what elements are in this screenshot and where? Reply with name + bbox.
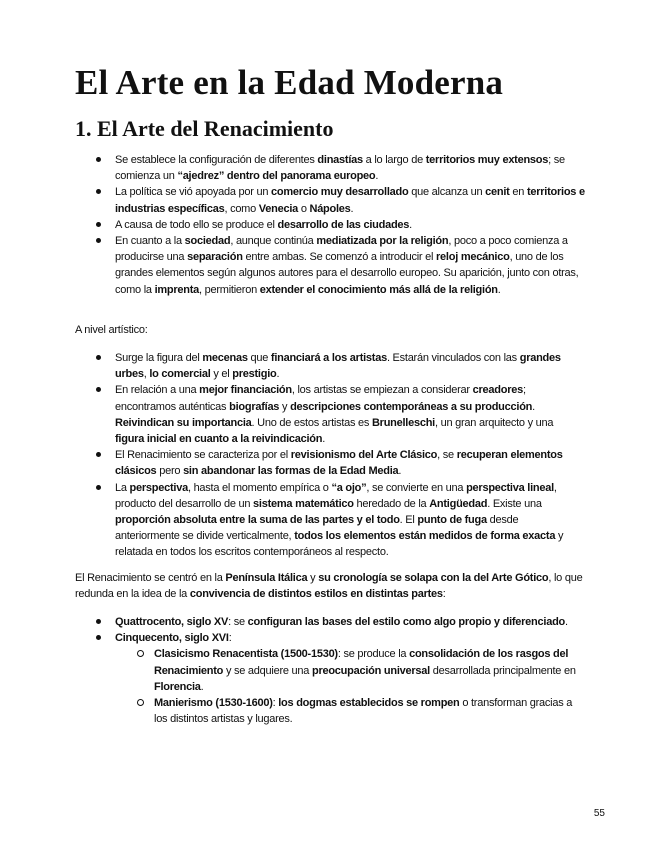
list-item: Quattrocento, siglo XV: se configuran las bases del estilo como algo propio y diferenciado. [115,614,585,630]
sub-list-item: Clasicismo Renacentista (1500-1530): se produce la consolidación de los rasgos del Renacimiento y se adquiere una preocupación universal desarrollada principalmente en Florencia. [154,646,585,695]
list-item: El Renacimiento se caracteriza por el revisionismo del Arte Clásico, se recuperan elementos clásicos pero sin abandonar las formas de la Edad Media. [115,447,585,479]
list-item: La perspectiva, hasta el momento empírica o “a ojo”, se convierte en una perspectiva lineal, producto del desarrollo de un sistema matemático heredado de la Antigüedad. Existe una proporción absoluta entre la suma de las partes y el todo. El punto de fuga desde anteriormente se divide verticalmente, todos los elementos están medidos de forma exacta y relatada en todos los escritos contemporáneos al respecto. [115,480,585,561]
list-item: Surge la figura del mecenas que financiará a los artistas. Estarán vinculados con las grandes urbes, lo comercial y el prestigio. [115,350,585,382]
page-number: 55 [593,808,605,819]
bullet-list-artistic [115,350,585,561]
bullet-list-context [115,152,585,298]
list-item: En cuanto a la sociedad, aunque continúa mediatizada por la religión, poco a poco comienza a producirse una separación entre ambas. Se comenzó a introducir el reloj mecánico, uno de los grandes elementos según algunos autores para el desarrollo europeo. Su aparición, junto con otras, como la imprenta, permitieron extender el conocimiento más allá de la religión. [115,233,585,298]
list-item-text: Cinquecento, siglo XVI: [115,632,232,645]
list-item: Se establece la configuración de diferentes dinastías a lo largo de territorios muy extensos; se comienza un “ajedrez” dentro del panorama europeo. [115,152,585,184]
paragraph-artistic: A nivel artístico: [75,324,148,336]
bullet-list-periods [115,614,585,727]
list-item: A causa de todo ello se produce el desarrollo de las ciudades. [115,217,585,233]
list-item [115,630,585,727]
list-item: En relación a una mejor financiación, los artistas se empiezan a considerar creadores; encontramos auténticas biografías y descripciones contemporáneas a su producción. Reivindican su importancia. Uno de estos artistas es Brunelleschi, un gran arquitecto y una figura inicial en cuanto a la reivindicación. [115,382,585,447]
section-heading: 1. El Arte del Renacimiento [75,116,334,141]
sub-list [154,646,585,727]
list-item: La política se vió apoyada por un comercio muy desarrollado que alcanza un cenit en territorios e industrias específicas, como Venecia o Nápoles. [115,184,585,216]
page-title: El Arte en la Edad Moderna [75,63,504,102]
sub-list-item: Manierismo (1530-1600): los dogmas establecidos se rompen o transforman gracias a los distintos artistas y lugares. [154,695,585,727]
paragraph-chronology: El Renacimiento se centró en la Península Itálica y su cronología se solapa con la del Arte Gótico, lo que redunda en la idea de la convivencia de distintos estilos en distintas partes: [75,572,583,601]
